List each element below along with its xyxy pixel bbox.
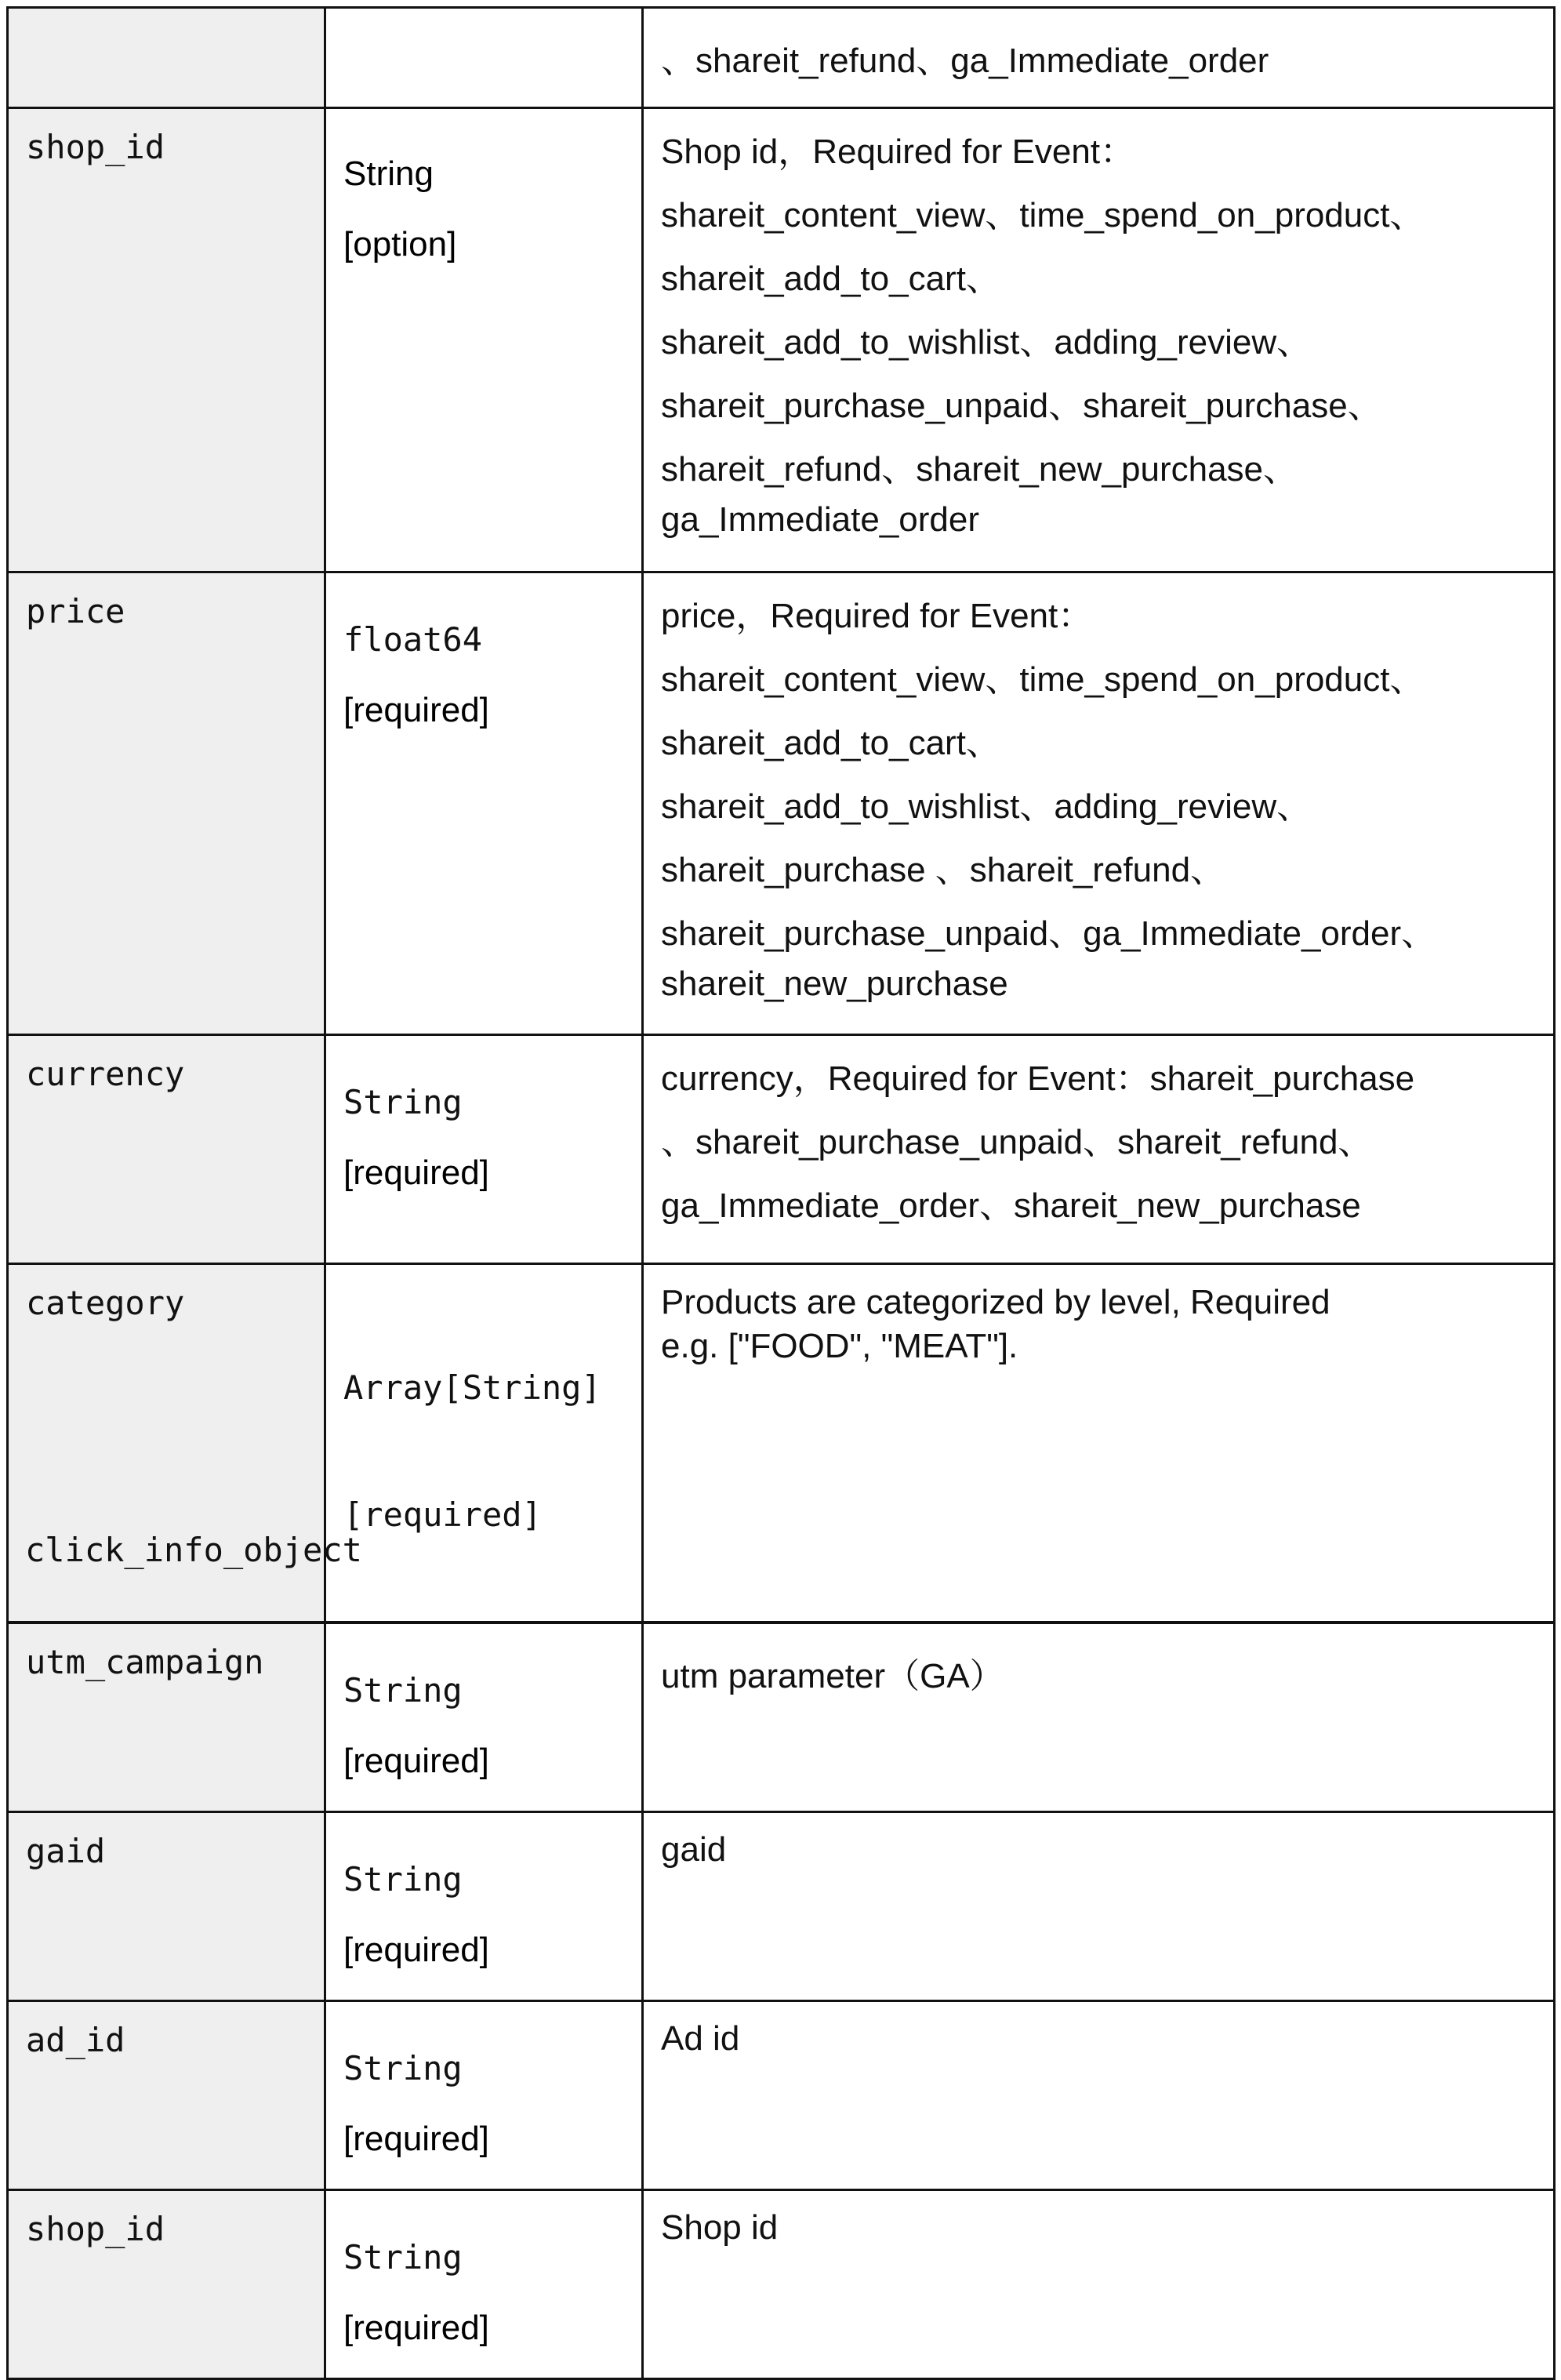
field-desc-cell [643, 1623, 1555, 1812]
desc-line: ga_Immediate_order、shareit_new_purchase [661, 1186, 1361, 1225]
table-row [8, 8, 1555, 108]
field-requirement: [option] [343, 225, 457, 263]
table-row [8, 1812, 1555, 2001]
field-name: utm_campaign [26, 1643, 264, 1681]
desc-line: shareit_new_purchase [661, 965, 1008, 1003]
field-type: String [343, 1860, 463, 1899]
field-desc-cell [643, 2190, 1555, 2379]
desc-text: utm parameter（GA） [661, 1657, 1004, 1695]
field-name-cell [8, 1035, 325, 1264]
field-desc-cell [643, 1035, 1555, 1264]
field-name: shop_id [26, 128, 165, 166]
field-desc-cell [643, 572, 1555, 1035]
desc-line: Products are categorized by level, Required [661, 1283, 1330, 1321]
click-info-table [6, 1622, 1556, 2380]
field-name: ad_id [26, 2021, 125, 2059]
desc-line: e.g. ["FOOD", "MEAT"]. [661, 1327, 1018, 1365]
field-requirement: [required] [343, 1495, 542, 1534]
desc-line: Shop id，Required for Event： [661, 133, 1135, 171]
table-row [8, 2190, 1555, 2379]
field-name-cell [8, 572, 325, 1035]
desc-line: shareit_content_view、time_spend_on_product、 [661, 660, 1425, 699]
field-name: shop_id [26, 2210, 165, 2248]
desc-line: shareit_purchase_unpaid、ga_Immediate_order、 [661, 914, 1436, 953]
field-requirement: [required] [343, 1154, 489, 1192]
field-type-cell [325, 108, 643, 572]
field-type: String [343, 1671, 463, 1710]
field-type: Array[String] [343, 1368, 601, 1407]
desc-line: 、shareit_purchase_unpaid、shareit_refund、 [661, 1123, 1373, 1161]
desc-line: currency，Required for Event：shareit_purchase [661, 1059, 1415, 1098]
field-desc-cell [643, 108, 1555, 572]
field-name: category [26, 1284, 185, 1322]
desc-line: shareit_add_to_wishlist、adding_review、 [661, 323, 1312, 362]
field-requirement: [required] [343, 2309, 489, 2347]
field-type-cell [325, 1035, 643, 1264]
field-requirement: [required] [343, 691, 489, 729]
desc-line: price，Required for Event： [661, 597, 1093, 635]
desc-line: ga_Immediate_order [661, 500, 980, 539]
table-row [8, 1623, 1555, 1812]
field-name-cell [8, 108, 325, 572]
desc-line: shareit_add_to_wishlist、adding_review、 [661, 787, 1312, 826]
field-type-cell [325, 572, 643, 1035]
field-type: String [343, 2049, 463, 2087]
field-type-cell [325, 1264, 643, 1622]
field-desc-cell [643, 8, 1555, 108]
desc-line: shareit_content_view、time_spend_on_product、 [661, 196, 1425, 234]
field-desc-cell [643, 1812, 1555, 2001]
field-type-cell [325, 2001, 643, 2190]
field-type: String [343, 1083, 463, 1121]
fields-table [6, 6, 1556, 1623]
desc-text: gaid [661, 1830, 727, 1869]
field-name-cell [8, 1623, 325, 1812]
field-type-cell [325, 1623, 643, 1812]
field-type: String [343, 154, 434, 193]
desc-text: 、shareit_refund、ga_Immediate_order [661, 42, 1269, 80]
table-row [8, 108, 1555, 572]
field-requirement: [required] [343, 1931, 489, 1969]
table-row [8, 572, 1555, 1035]
field-name: currency [26, 1055, 185, 1093]
field-requirement: [required] [343, 1742, 489, 1780]
desc-line: shareit_add_to_cart、 [661, 260, 1000, 298]
field-type-cell [325, 8, 643, 108]
table-row [8, 2001, 1555, 2190]
field-type: float64 [343, 620, 483, 659]
field-name: gaid [26, 1832, 106, 1870]
field-type-cell [325, 1812, 643, 2001]
field-requirement: [required] [343, 2120, 489, 2158]
field-name-cell [8, 8, 325, 108]
section-heading: click_info_object [25, 1531, 362, 1569]
desc-line: shareit_refund、shareit_new_purchase、 [661, 450, 1298, 489]
desc-line: shareit_purchase 、shareit_refund、 [661, 851, 1225, 889]
desc-text: Ad id [661, 2019, 740, 2058]
table-row [8, 1035, 1555, 1264]
field-desc-cell [643, 2001, 1555, 2190]
field-desc-cell [643, 1264, 1555, 1622]
desc-line: shareit_purchase_unpaid、shareit_purchase、 [661, 387, 1382, 425]
field-name: price [26, 592, 125, 630]
field-name-cell [8, 1812, 325, 2001]
field-type: String [343, 2238, 463, 2276]
desc-text: Shop id [661, 2208, 779, 2247]
field-type-cell [325, 2190, 643, 2379]
field-name-cell [8, 2001, 325, 2190]
desc-line: shareit_add_to_cart、 [661, 724, 1000, 762]
field-name-cell [8, 2190, 325, 2379]
